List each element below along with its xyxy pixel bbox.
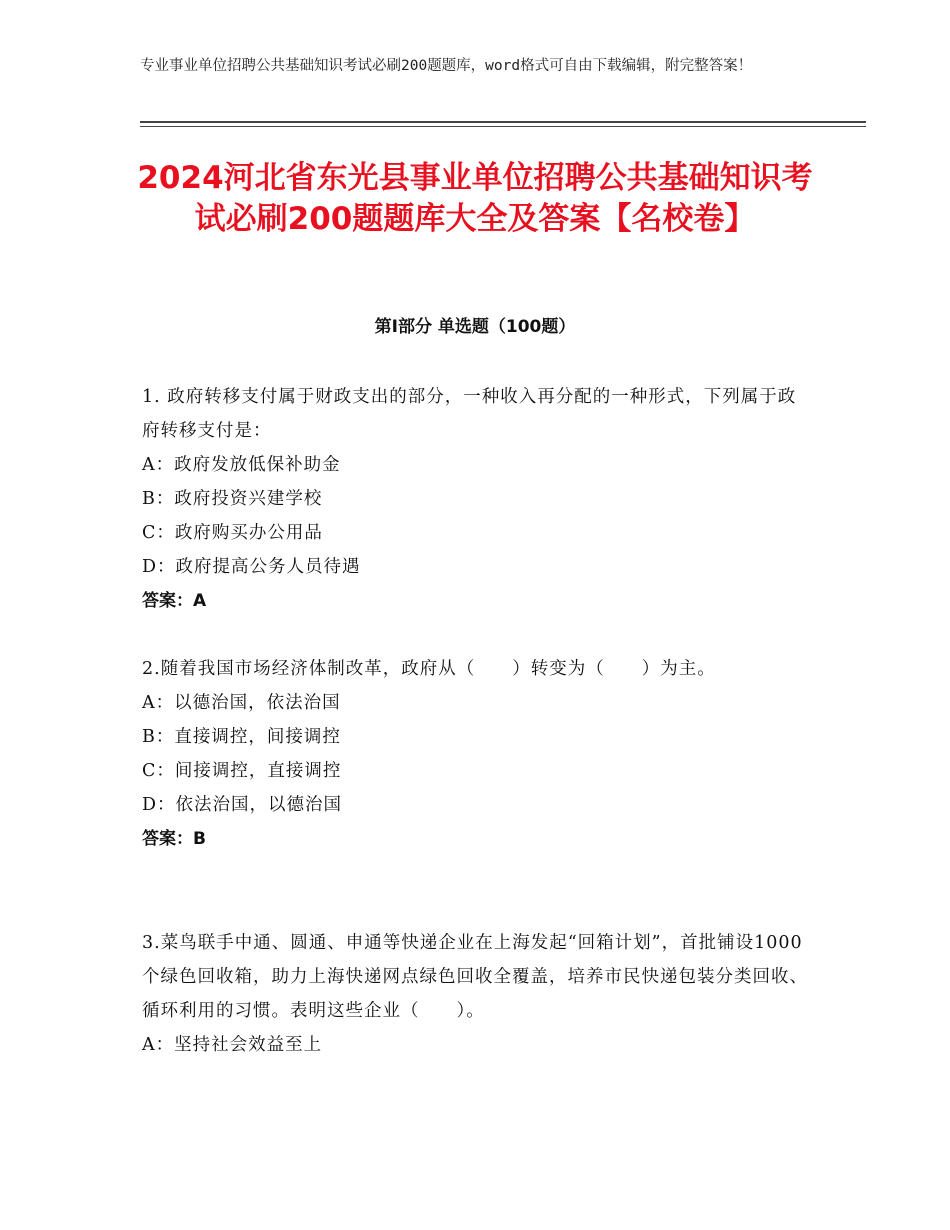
question-stem: 3.菜鸟联手中通、圆通、申通等快递企业在上海发起“回箱计划”，首批铺设1000个绿色回收箱，助力上海快递网点绿色回收全覆盖，培养市民快递包装分类回收、循环利用的习惯。表明这些企业（ ）。 xyxy=(142,933,808,1021)
answer-line: 答案：B xyxy=(142,829,206,849)
option-d: D：政府提高公务人员待遇 xyxy=(142,557,361,577)
section-heading: 第Ⅰ部分 单选题（100题） xyxy=(374,317,576,337)
question-stem: 2.随着我国市场经济体制改革，政府从（ ）转变为（ ）为主。 xyxy=(142,659,716,679)
option-a: A：以德治国，依法治国 xyxy=(142,693,341,713)
option-b: B：直接调控，间接调控 xyxy=(142,727,341,747)
header-note: 专业事业单位招聘公共基础知识考试必刷200题题库，word格式可自由下载编辑，附完整答案！ xyxy=(140,58,753,74)
question-stem: 1. 政府转移支付属于财政支出的部分，一种收入再分配的一种形式，下列属于政府转移支付是： xyxy=(142,387,797,441)
answer-line: 答案：A xyxy=(142,591,207,611)
option-c: C：间接调控，直接调控 xyxy=(142,761,342,781)
option-d: D：依法治国，以德治国 xyxy=(142,795,343,815)
option-b: B：政府投资兴建学校 xyxy=(142,489,323,509)
option-a: A：坚持社会效益至上 xyxy=(142,1035,323,1055)
document-title: 2024河北省东光县事业单位招聘公共基础知识考试必刷200题题库大全及答案【名校卷】 xyxy=(137,160,813,237)
header-rule-thin xyxy=(140,126,866,127)
header-rule-thick xyxy=(140,121,866,123)
option-c: C：政府购买办公用品 xyxy=(142,523,323,543)
question-2 xyxy=(142,652,812,856)
option-a: A：政府发放低保补助金 xyxy=(142,455,341,475)
question-3 xyxy=(142,926,812,1062)
question-1 xyxy=(142,380,812,618)
